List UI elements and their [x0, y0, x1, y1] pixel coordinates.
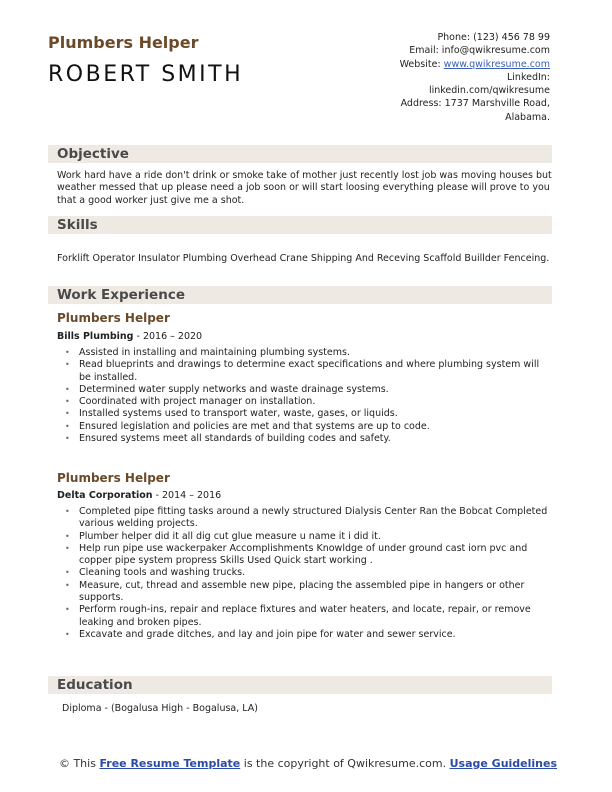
list-item: • Ensured systems meet all standards of building codes and safety.: [79, 433, 549, 445]
resume-job-title: Plumbers Helper: [48, 33, 199, 52]
list-item: • Ensured legislation and policies are met and that systems are up to code.: [79, 421, 549, 433]
usage-guidelines-link[interactable]: Usage Guidelines: [449, 757, 558, 770]
footer-middle: is the copyright of Qwikresume.com.: [240, 757, 450, 770]
list-item: • Installed systems used to transport water, waste, gases, or liquids.: [79, 408, 549, 420]
job-2-bullets: [79, 506, 549, 641]
website-label: Website:: [399, 58, 444, 70]
work-section-header: [48, 286, 552, 304]
contact-phone: Phone: (123) 456 78 99: [437, 32, 550, 43]
objective-text: Work hard have a ride don't drink or smoke take of mother just recently lost job was moving houses but weather messed that up please need a job soon or will start loosing everything please will prove to you that a good worker just give me a shot.: [57, 170, 552, 206]
free-resume-template-link[interactable]: Free Resume Template: [99, 757, 241, 770]
objective-heading: Objective: [57, 146, 129, 162]
website-link[interactable]: www.qwikresume.com: [443, 58, 550, 70]
resume-name: ROBERT SMITH: [48, 62, 244, 87]
contact-email: Email: info@qwikresume.com: [409, 45, 550, 57]
contact-block: [290, 31, 550, 124]
education-text: Diploma - (Bogalusa High - Bogalusa, LA): [62, 703, 258, 714]
education-heading: Education: [57, 677, 133, 693]
list-item: • Measure, cut, thread and assemble new pipe, placing the assembled pipe in hangers or other supports.: [79, 580, 549, 605]
list-item: • Perform rough-ins, repair and replace fixtures and water heaters, and locate, repair, or remove leaking and broken pipes.: [79, 604, 549, 629]
list-item: • Read blueprints and drawings to determine exact specifications and where plumbing system will be installed.: [79, 359, 549, 384]
contact-linkedin-label: LinkedIn:: [506, 71, 550, 83]
job-1-dates: - 2016 – 2020: [133, 331, 203, 342]
work-heading: Work Experience: [57, 287, 185, 303]
objective-section-header: [48, 145, 552, 163]
job-2-dates: - 2014 – 2016: [152, 490, 222, 501]
job-1-title: Plumbers Helper: [57, 311, 170, 325]
job-2-title: Plumbers Helper: [57, 471, 170, 485]
list-item: • Help run pipe use wackerpaker Accomplishments Knowldge of under ground cast iorn pvc and copper pipe system propress Skills Used Quick start working .: [79, 543, 549, 568]
list-item: • Completed pipe fitting tasks around a newly structured Dialysis Center Ran the Bobcat Completed various welding projects.: [79, 506, 549, 531]
contact-address-line1: Address: 1737 Marshville Road,: [400, 98, 550, 110]
footer: [48, 757, 568, 771]
list-item: • Determined water supply networks and waste drainage systems.: [79, 384, 549, 396]
contact-website: [290, 58, 550, 71]
job-1-bullets: [79, 347, 549, 445]
job-1-company-line: [57, 331, 202, 342]
footer-prefix: © This: [58, 757, 100, 770]
list-item: • Cleaning tools and washing trucks.: [79, 567, 549, 579]
job-1-company: Bills Plumbing: [57, 331, 134, 342]
contact-linkedin-url: linkedin.com/qwikresume: [428, 85, 550, 97]
education-section-header: [48, 676, 552, 694]
skills-section-header: [48, 216, 552, 234]
skills-heading: Skills: [57, 217, 98, 233]
list-item: • Plumber helper did it all dig cut glue measure u name it i did it.: [79, 531, 549, 543]
list-item: • Assisted in installing and maintaining plumbing systems.: [79, 347, 549, 359]
skills-text: Forklift Operator Insulator Plumbing Overhead Crane Shipping And Receving Scaffold Buillder Fenceing.: [57, 253, 550, 264]
list-item: • Excavate and grade ditches, and lay and join pipe for water and sewer service.: [79, 629, 549, 641]
job-2-company: Delta Corporation: [57, 490, 153, 501]
job-2-company-line: [57, 490, 221, 501]
list-item: • Coordinated with project manager on installation.: [79, 396, 549, 408]
contact-address-line2: Alabama.: [505, 111, 550, 123]
